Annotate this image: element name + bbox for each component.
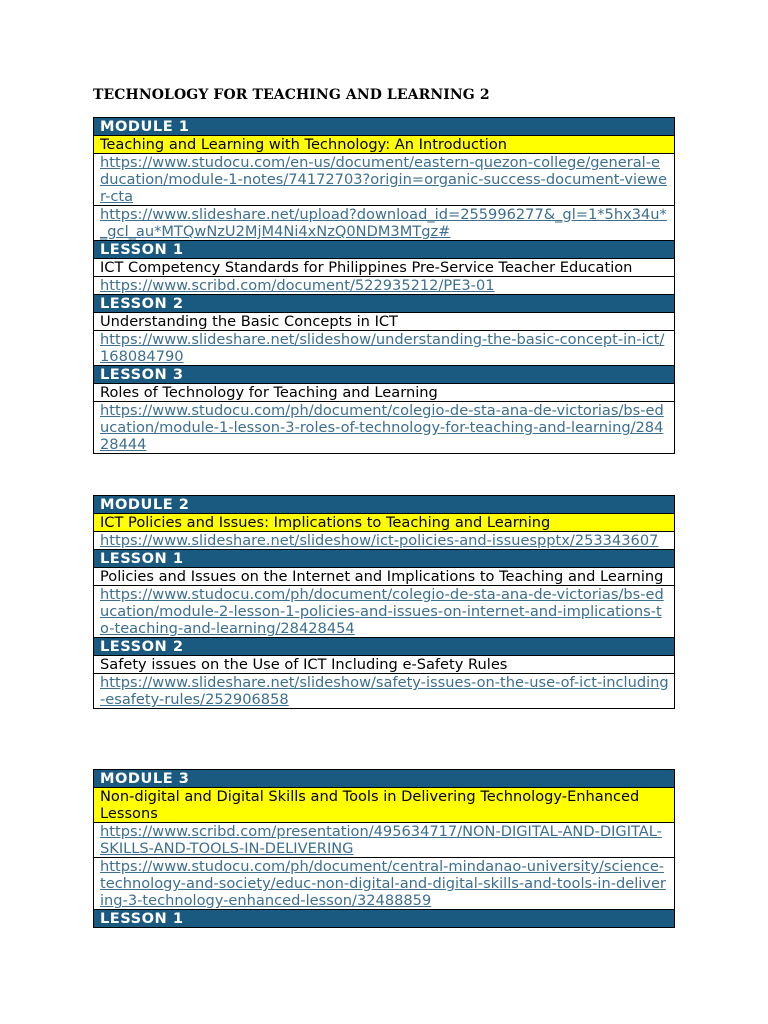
table-row xyxy=(94,586,675,638)
section-header-cell xyxy=(94,550,675,568)
resource-link-cell xyxy=(94,331,675,366)
resource-link[interactable]: https://www.slideshare.net/slideshow/ict-policies-and-issuespptx/253343607 xyxy=(100,532,659,549)
resource-link-cell xyxy=(94,674,675,709)
section-header: MODULE 2 xyxy=(100,496,190,513)
table-row xyxy=(94,241,675,259)
resource-link[interactable]: https://www.scribd.com/document/522935212/PE3-01 xyxy=(100,277,495,294)
table-row xyxy=(94,331,675,366)
resource-link-cell xyxy=(94,154,675,206)
table-row xyxy=(94,384,675,402)
table-row xyxy=(94,277,675,295)
table-row xyxy=(94,550,675,568)
section-header: MODULE 1 xyxy=(100,118,190,135)
lesson-title: Policies and Issues on the Internet and Implications to Teaching and Learning xyxy=(100,568,664,585)
section-header-cell xyxy=(94,241,675,259)
resource-link[interactable]: https://www.slideshare.net/slideshow/safety-issues-on-the-use-of-ict-including-esafety-rules/252906858 xyxy=(100,674,669,708)
section-header-cell xyxy=(94,910,675,928)
resource-link[interactable]: https://www.studocu.com/ph/document/colegio-de-sta-ana-de-victorias/bs-education/module-1-lesson-3-roles-of-technology-for-teaching-and-learning/28428444 xyxy=(100,402,664,453)
section-header: LESSON 3 xyxy=(100,366,184,383)
table-row xyxy=(94,638,675,656)
module-topic-cell xyxy=(94,514,675,532)
table-row xyxy=(94,788,675,823)
resource-link-cell xyxy=(94,858,675,910)
resource-link-cell xyxy=(94,586,675,638)
section-header: MODULE 3 xyxy=(100,770,190,787)
section-header-cell xyxy=(94,295,675,313)
table-row xyxy=(94,858,675,910)
module-topic: ICT Policies and Issues: Implications to Teaching and Learning xyxy=(100,514,551,531)
resource-link[interactable]: https://www.studocu.com/ph/document/colegio-de-sta-ana-de-victorias/bs-education/module-2-lesson-1-policies-and-issues-on-internet-and-implications-to-teaching-and-learning/28428454 xyxy=(100,586,664,637)
resource-link[interactable]: https://www.slideshare.net/slideshow/understanding-the-basic-concept-in-ict/168084790 xyxy=(100,331,665,365)
table-row xyxy=(94,514,675,532)
module-2-table xyxy=(93,495,675,709)
section-header-cell xyxy=(94,770,675,788)
resource-link[interactable]: https://www.scribd.com/presentation/495634717/NON-DIGITAL-AND-DIGITAL-SKILLS-AND-TOOLS-IN-DELIVERING xyxy=(100,823,662,857)
resource-link[interactable]: https://www.studocu.com/ph/document/central-mindanao-university/science-technology-and-society/educ-non-digital-and-digital-skills-and-tools-in-delivering-3-technology-enhanced-lesson/32488859 xyxy=(100,858,666,909)
section-header: LESSON 1 xyxy=(100,550,184,567)
table-row xyxy=(94,313,675,331)
table-row xyxy=(94,154,675,206)
resource-link-cell xyxy=(94,277,675,295)
module-3-table xyxy=(93,769,675,928)
lesson-title: Safety issues on the Use of ICT Including e-Safety Rules xyxy=(100,656,508,673)
table-row xyxy=(94,295,675,313)
lesson-title-cell xyxy=(94,313,675,331)
table-row xyxy=(94,366,675,384)
section-header-cell xyxy=(94,638,675,656)
table-row xyxy=(94,910,675,928)
resource-link-cell xyxy=(94,532,675,550)
module-topic: Teaching and Learning with Technology: An Introduction xyxy=(100,136,508,153)
section-header: LESSON 2 xyxy=(100,295,184,312)
section-header: LESSON 1 xyxy=(100,910,184,927)
module-topic: Non-digital and Digital Skills and Tools in Delivering Technology-Enhanced Lessons xyxy=(100,788,640,822)
table-row xyxy=(94,206,675,241)
resource-link-cell xyxy=(94,823,675,858)
table-row xyxy=(94,770,675,788)
table-row xyxy=(94,656,675,674)
section-header: LESSON 2 xyxy=(100,638,184,655)
lesson-title-cell xyxy=(94,259,675,277)
lesson-title-cell xyxy=(94,568,675,586)
section-header-cell xyxy=(94,118,675,136)
resource-link-cell xyxy=(94,206,675,241)
lesson-title: Understanding the Basic Concepts in ICT xyxy=(100,313,398,330)
document-title: TECHNOLOGY FOR TEACHING AND LEARNING 2 xyxy=(93,87,490,103)
table-row xyxy=(94,568,675,586)
module-1-table xyxy=(93,117,675,454)
section-header-cell xyxy=(94,496,675,514)
section-header-cell xyxy=(94,366,675,384)
module-topic-cell xyxy=(94,788,675,823)
lesson-title: ICT Competency Standards for Philippines Pre-Service Teacher Education xyxy=(100,259,633,276)
resource-link-cell xyxy=(94,402,675,454)
lesson-title-cell xyxy=(94,656,675,674)
resource-link[interactable]: https://www.slideshare.net/upload?download_id=255996277&_gl=1*5hx34u*_gcl_au*MTQwNzU2MjM4Ni4xNzQ0NDM3MTgz# xyxy=(100,206,667,240)
table-row xyxy=(94,259,675,277)
table-row xyxy=(94,532,675,550)
lesson-title-cell xyxy=(94,384,675,402)
lesson-title: Roles of Technology for Teaching and Learning xyxy=(100,384,438,401)
table-row xyxy=(94,496,675,514)
module-topic-cell xyxy=(94,136,675,154)
table-row xyxy=(94,674,675,709)
resource-link[interactable]: https://www.studocu.com/en-us/document/eastern-quezon-college/general-education/module-1-notes/74172703?origin=organic-success-document-viewer-cta xyxy=(100,154,667,205)
table-row xyxy=(94,118,675,136)
section-header: LESSON 1 xyxy=(100,241,184,258)
table-row xyxy=(94,136,675,154)
table-row xyxy=(94,823,675,858)
table-row xyxy=(94,402,675,454)
